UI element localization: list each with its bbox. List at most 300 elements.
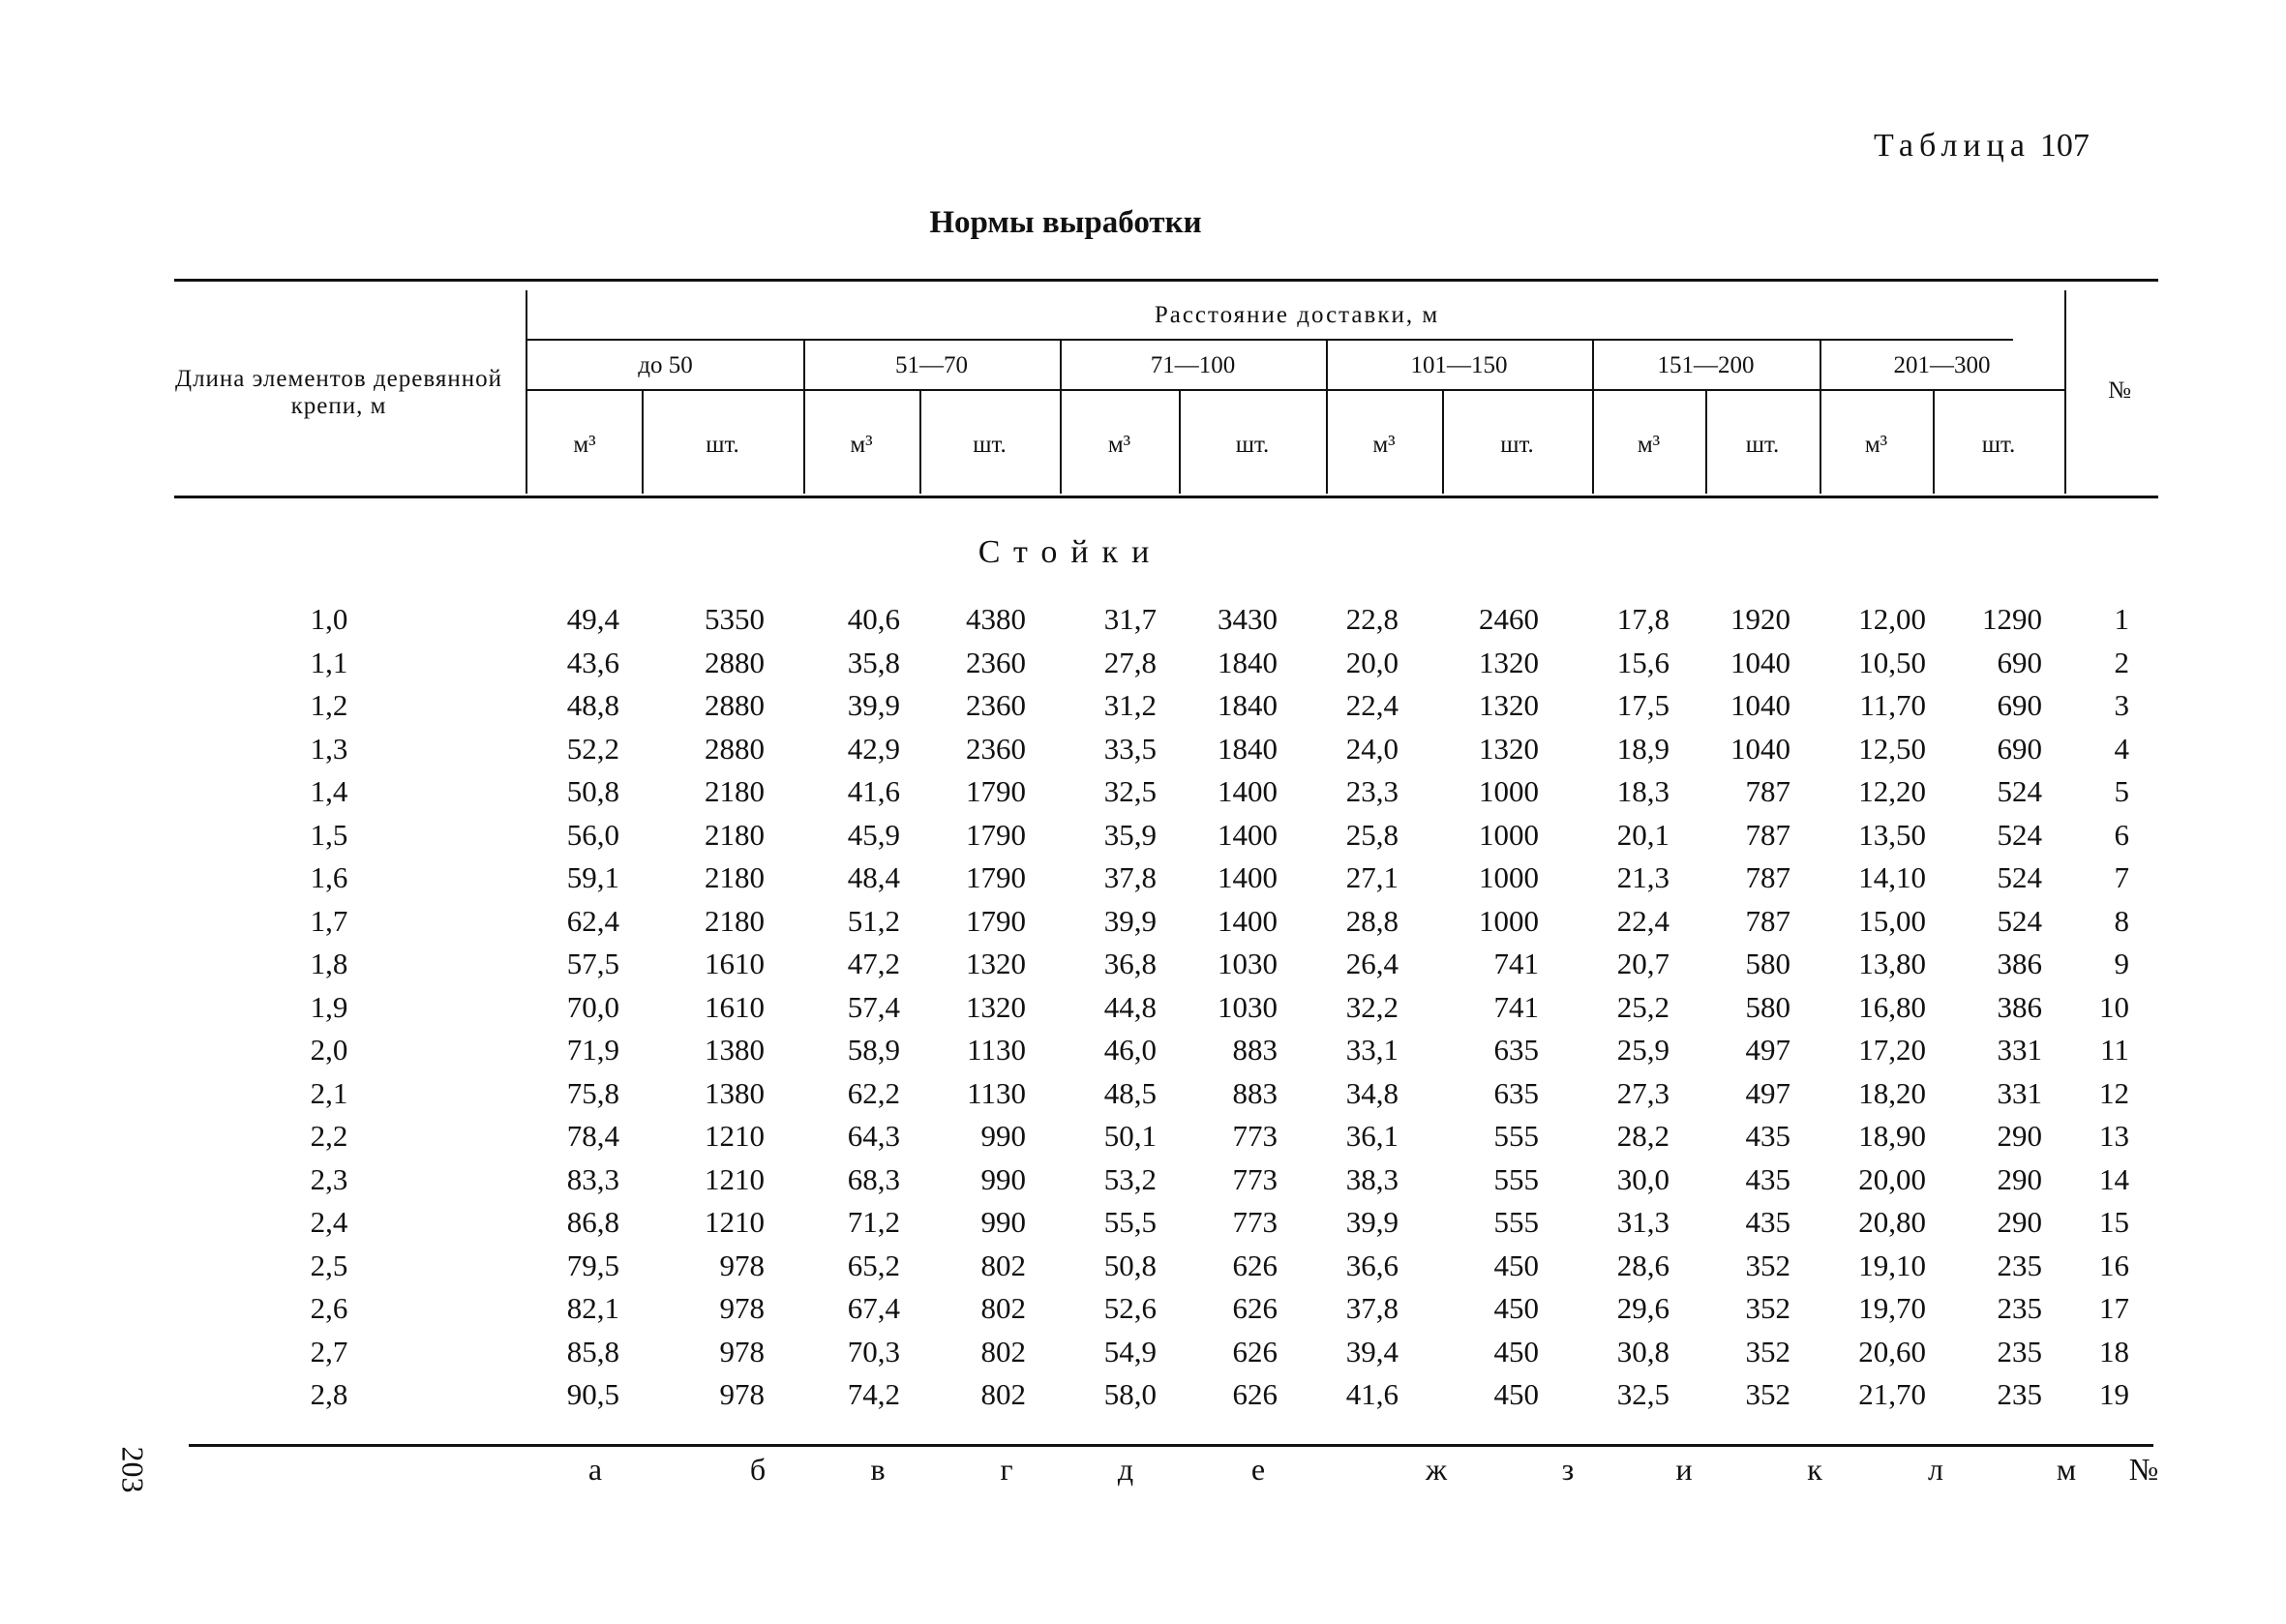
row-length: 2,4 bbox=[310, 1205, 348, 1239]
table-cell: 2360 bbox=[966, 645, 1026, 679]
table-cell: 1790 bbox=[966, 860, 1026, 894]
table-cell: 1790 bbox=[966, 774, 1026, 808]
table-cell: 802 bbox=[980, 1291, 1026, 1325]
table-cell: 26,4 bbox=[1345, 947, 1399, 980]
footer-letter: б bbox=[749, 1452, 767, 1487]
table-cell: 635 bbox=[1493, 1075, 1539, 1110]
table-cell: 1840 bbox=[1218, 731, 1278, 766]
table-cell: 32,5 bbox=[1616, 1377, 1669, 1411]
table-cell: 1610 bbox=[705, 989, 765, 1024]
row-number: 15 bbox=[2099, 1205, 2129, 1239]
table-cell: 787 bbox=[1745, 860, 1790, 894]
unit-header-m3: м³ bbox=[1372, 432, 1396, 458]
table-cell: 15,6 bbox=[1616, 645, 1669, 679]
table-cell: 18,9 bbox=[1616, 731, 1669, 766]
table-cell: 1210 bbox=[705, 1161, 765, 1196]
row-length: 1,2 bbox=[310, 688, 348, 722]
row-header-label: Длина элементов деревянной крепи, м bbox=[175, 366, 502, 419]
table-cell: 524 bbox=[1997, 774, 2042, 808]
table-cell: 74,2 bbox=[847, 1377, 900, 1411]
table-cell: 18,20 bbox=[1858, 1075, 1926, 1110]
table-cell: 59,1 bbox=[566, 860, 619, 894]
table-cell: 42,9 bbox=[847, 731, 900, 766]
row-length: 2,5 bbox=[310, 1248, 348, 1282]
footer-letter: м bbox=[2056, 1452, 2077, 1487]
table-cell: 19,10 bbox=[1858, 1248, 1926, 1282]
table-cell: 33,5 bbox=[1103, 731, 1157, 766]
row-number: 19 bbox=[2099, 1377, 2129, 1411]
table-cell: 22,8 bbox=[1345, 602, 1399, 636]
table-cell: 32,5 bbox=[1103, 774, 1157, 808]
footer-letter: д bbox=[1117, 1452, 1134, 1487]
table-cell: 978 bbox=[719, 1377, 765, 1411]
table-cell: 1380 bbox=[705, 1033, 765, 1067]
table-cell: 352 bbox=[1745, 1334, 1790, 1368]
table-cell: 53,2 bbox=[1103, 1161, 1157, 1196]
table-cell: 1400 bbox=[1218, 817, 1278, 852]
unit-header-pcs: шт. bbox=[1235, 432, 1270, 458]
table-cell: 12,00 bbox=[1858, 602, 1926, 636]
table-cell: 1790 bbox=[966, 817, 1026, 852]
table-cell: 38,3 bbox=[1345, 1161, 1399, 1196]
table-cell: 690 bbox=[1997, 645, 2042, 679]
footer-letter: л bbox=[1928, 1452, 1943, 1487]
table-cell: 48,5 bbox=[1103, 1075, 1157, 1110]
table-cell: 1040 bbox=[1730, 688, 1790, 722]
table-cell: 30,8 bbox=[1616, 1334, 1669, 1368]
row-number: 1 bbox=[2114, 602, 2129, 636]
table-cell: 2460 bbox=[1479, 602, 1539, 636]
table-cell: 41,6 bbox=[1345, 1377, 1399, 1411]
table-cell: 17,20 bbox=[1858, 1033, 1926, 1067]
table-cell: 690 bbox=[1997, 731, 2042, 766]
group-names-rule bbox=[527, 389, 2066, 391]
row-number: 2 bbox=[2114, 645, 2129, 679]
table-cell: 82,1 bbox=[566, 1291, 619, 1325]
table-cell: 47,2 bbox=[847, 947, 900, 980]
footer-letter: а bbox=[587, 1452, 603, 1487]
table-cell: 2880 bbox=[705, 731, 765, 766]
row-length: 1,1 bbox=[310, 645, 348, 679]
table-cell: 10,50 bbox=[1858, 645, 1926, 679]
table-cell: 386 bbox=[1997, 989, 2042, 1024]
table-cell: 25,8 bbox=[1345, 817, 1399, 852]
table-cell: 20,60 bbox=[1858, 1334, 1926, 1368]
table-cell: 46,0 bbox=[1103, 1033, 1157, 1067]
table-cell: 33,1 bbox=[1345, 1033, 1399, 1067]
unit-header-m3: м³ bbox=[1107, 432, 1131, 458]
table-cell: 1920 bbox=[1730, 602, 1790, 636]
footer-letter: г bbox=[1000, 1452, 1013, 1487]
table-cell: 56,0 bbox=[566, 817, 619, 852]
group-header: 101—150 bbox=[1410, 352, 1508, 378]
table-cell: 21,3 bbox=[1616, 860, 1669, 894]
table-cell: 20,1 bbox=[1616, 817, 1669, 852]
table-cell: 635 bbox=[1493, 1033, 1539, 1067]
row-length: 1,4 bbox=[310, 774, 348, 808]
table-cell: 21,70 bbox=[1858, 1377, 1926, 1411]
table-cell: 27,3 bbox=[1616, 1075, 1669, 1110]
row-number: 6 bbox=[2114, 817, 2129, 852]
unit-header-m3: м³ bbox=[573, 432, 596, 458]
table-cell: 28,2 bbox=[1616, 1119, 1669, 1153]
table-cell: 555 bbox=[1493, 1161, 1539, 1196]
unit-header-pcs: шт. bbox=[1500, 432, 1534, 458]
table-cell: 555 bbox=[1493, 1205, 1539, 1239]
table-cell: 450 bbox=[1493, 1377, 1539, 1411]
table-cell: 787 bbox=[1745, 817, 1790, 852]
row-number: 10 bbox=[2099, 989, 2129, 1024]
footer-letter: ж bbox=[1425, 1452, 1448, 1487]
table-cell: 978 bbox=[719, 1291, 765, 1325]
row-length: 1,6 bbox=[310, 860, 348, 894]
table-cell: 49,4 bbox=[566, 602, 619, 636]
table-cell: 15,00 bbox=[1858, 903, 1926, 938]
table-cell: 18,90 bbox=[1858, 1119, 1926, 1153]
table-cell: 65,2 bbox=[847, 1248, 900, 1282]
table-cell: 580 bbox=[1745, 989, 1790, 1024]
table-cell: 22,4 bbox=[1345, 688, 1399, 722]
table-cell: 19,70 bbox=[1858, 1291, 1926, 1325]
table-cell: 67,4 bbox=[847, 1291, 900, 1325]
table-cell: 25,9 bbox=[1616, 1033, 1669, 1067]
table-cell: 52,6 bbox=[1103, 1291, 1157, 1325]
group-title-rule bbox=[527, 339, 2013, 341]
row-number: 14 bbox=[2099, 1161, 2129, 1196]
table-cell: 90,5 bbox=[566, 1377, 619, 1411]
table-cell: 1320 bbox=[1479, 645, 1539, 679]
table-cell: 2180 bbox=[705, 860, 765, 894]
page-number: 203 bbox=[115, 1446, 151, 1493]
table-cell: 24,0 bbox=[1345, 731, 1399, 766]
table-cell: 20,00 bbox=[1858, 1161, 1926, 1196]
row-number: 16 bbox=[2099, 1248, 2129, 1282]
table-cell: 741 bbox=[1493, 989, 1539, 1024]
row-number: 3 bbox=[2114, 688, 2129, 722]
table-cell: 41,6 bbox=[847, 774, 900, 808]
table-cell: 1290 bbox=[1982, 602, 2042, 636]
row-length: 1,5 bbox=[310, 817, 348, 852]
table-cell: 20,0 bbox=[1345, 645, 1399, 679]
table-cell: 2880 bbox=[705, 688, 765, 722]
table-cell: 352 bbox=[1745, 1291, 1790, 1325]
table-cell: 741 bbox=[1493, 947, 1539, 980]
table-cell: 48,4 bbox=[847, 860, 900, 894]
table-cell: 52,2 bbox=[566, 731, 619, 766]
table-cell: 626 bbox=[1232, 1291, 1278, 1325]
row-length: 2,0 bbox=[310, 1033, 348, 1067]
table-cell: 1790 bbox=[966, 903, 1026, 938]
table-cell: 12,50 bbox=[1858, 731, 1926, 766]
table-cell: 386 bbox=[1997, 947, 2042, 980]
table-cell: 36,8 bbox=[1103, 947, 1157, 980]
row-number: 13 bbox=[2099, 1119, 2129, 1153]
unit-header-pcs: шт. bbox=[1981, 432, 2016, 458]
table-cell: 990 bbox=[980, 1119, 1026, 1153]
table-cell: 235 bbox=[1997, 1377, 2042, 1411]
table-cell: 27,1 bbox=[1345, 860, 1399, 894]
table-cell: 31,3 bbox=[1616, 1205, 1669, 1239]
table-cell: 11,70 bbox=[1859, 688, 1926, 722]
footer-letter: к bbox=[1807, 1452, 1822, 1487]
table-cell: 787 bbox=[1745, 903, 1790, 938]
table-cell: 40,6 bbox=[847, 602, 900, 636]
table-cell: 1840 bbox=[1218, 688, 1278, 722]
table-cell: 39,9 bbox=[847, 688, 900, 722]
row-length: 2,6 bbox=[310, 1291, 348, 1325]
table-cell: 555 bbox=[1493, 1119, 1539, 1153]
unit-header-pcs: шт. bbox=[706, 432, 739, 458]
table-cell: 36,1 bbox=[1345, 1119, 1399, 1153]
table-cell: 990 bbox=[980, 1161, 1026, 1196]
table-cell: 62,2 bbox=[847, 1075, 900, 1110]
row-length: 2,3 bbox=[310, 1161, 348, 1196]
table-cell: 524 bbox=[1997, 903, 2042, 938]
table-cell: 3430 bbox=[1218, 602, 1278, 636]
row-number: 9 bbox=[2114, 947, 2129, 980]
table-cell: 2180 bbox=[705, 903, 765, 938]
table-cell: 48,8 bbox=[566, 688, 619, 722]
table-cell: 690 bbox=[1997, 688, 2042, 722]
row-number: 7 bbox=[2114, 860, 2129, 894]
table-cell: 5350 bbox=[705, 602, 765, 636]
row-length: 2,2 bbox=[310, 1119, 348, 1153]
table-cell: 50,1 bbox=[1103, 1119, 1157, 1153]
table-cell: 1210 bbox=[705, 1205, 765, 1239]
table-cell: 57,4 bbox=[847, 989, 900, 1024]
row-number: 17 bbox=[2099, 1291, 2129, 1325]
table-cell: 2360 bbox=[966, 731, 1026, 766]
table-cell: 28,8 bbox=[1345, 903, 1399, 938]
group-header: 71—100 bbox=[1150, 352, 1236, 378]
table-cell: 71,9 bbox=[566, 1033, 619, 1067]
table-cell: 36,6 bbox=[1345, 1248, 1399, 1282]
group-header: 51—70 bbox=[895, 352, 968, 378]
row-number: 4 bbox=[2114, 731, 2129, 766]
section-heading: Стойки bbox=[978, 534, 1163, 570]
table-cell: 68,3 bbox=[847, 1161, 900, 1196]
table-cell: 43,6 bbox=[566, 645, 619, 679]
table-cell: 1000 bbox=[1479, 774, 1539, 808]
table-cell: 1400 bbox=[1218, 860, 1278, 894]
table-cell: 32,2 bbox=[1345, 989, 1399, 1024]
table-cell: 1380 bbox=[705, 1075, 765, 1110]
table-cell: 20,80 bbox=[1858, 1205, 1926, 1239]
table-cell: 71,2 bbox=[847, 1205, 900, 1239]
table-cell: 1030 bbox=[1218, 947, 1278, 980]
table-cell: 978 bbox=[719, 1248, 765, 1282]
footer-letter: е bbox=[1250, 1452, 1266, 1487]
table-cell: 990 bbox=[980, 1205, 1026, 1239]
table-cell: 18,3 bbox=[1616, 774, 1669, 808]
no-column-header: № bbox=[2108, 377, 2131, 404]
table-cell: 31,2 bbox=[1103, 688, 1157, 722]
table-cell: 34,8 bbox=[1345, 1075, 1399, 1110]
table-cell: 1130 bbox=[967, 1033, 1026, 1067]
row-number: 8 bbox=[2114, 903, 2129, 938]
table-cell: 50,8 bbox=[566, 774, 619, 808]
row-length: 1,7 bbox=[310, 903, 348, 938]
table-cell: 2180 bbox=[705, 817, 765, 852]
table-cell: 497 bbox=[1745, 1033, 1790, 1067]
table-cell: 235 bbox=[1997, 1334, 2042, 1368]
row-length: 1,3 bbox=[310, 731, 348, 766]
table-cell: 22,4 bbox=[1616, 903, 1669, 938]
table-cell: 1030 bbox=[1218, 989, 1278, 1024]
table-cell: 2360 bbox=[966, 688, 1026, 722]
table-cell: 290 bbox=[1997, 1161, 2042, 1196]
table-cell: 1040 bbox=[1730, 731, 1790, 766]
table-number: 107 bbox=[2039, 128, 2090, 164]
table-cell: 235 bbox=[1997, 1291, 2042, 1325]
table-cell: 435 bbox=[1745, 1161, 1790, 1196]
group-header: до 50 bbox=[638, 352, 693, 378]
footer-letter: з bbox=[1561, 1452, 1575, 1487]
table-cell: 51,2 bbox=[847, 903, 900, 938]
unit-header-pcs: шт. bbox=[973, 432, 1007, 458]
table-cell: 54,9 bbox=[1103, 1334, 1157, 1368]
table-cell: 1610 bbox=[705, 947, 765, 980]
table-label-text: Таблица bbox=[1874, 128, 2030, 164]
table-cell: 802 bbox=[980, 1334, 1026, 1368]
table-cell: 524 bbox=[1997, 817, 2042, 852]
row-length: 1,9 bbox=[310, 989, 348, 1024]
table-cell: 352 bbox=[1745, 1248, 1790, 1282]
table-cell: 35,8 bbox=[847, 645, 900, 679]
footer-rule bbox=[189, 1444, 2153, 1447]
table-cell: 352 bbox=[1745, 1377, 1790, 1411]
table-cell: 626 bbox=[1232, 1377, 1278, 1411]
table-cell: 1130 bbox=[967, 1075, 1026, 1110]
table-cell: 17,5 bbox=[1616, 688, 1669, 722]
table-cell: 773 bbox=[1232, 1161, 1278, 1196]
table-cell: 13,50 bbox=[1858, 817, 1926, 852]
table-cell: 1320 bbox=[1479, 688, 1539, 722]
table-cell: 17,8 bbox=[1616, 602, 1669, 636]
table-cell: 235 bbox=[1997, 1248, 2042, 1282]
table-cell: 70,3 bbox=[847, 1334, 900, 1368]
table-cell: 435 bbox=[1745, 1119, 1790, 1153]
group-header: 201—300 bbox=[1893, 352, 1991, 378]
table-cell: 331 bbox=[1997, 1075, 2042, 1110]
table-cell: 64,3 bbox=[847, 1119, 900, 1153]
group-header: 151—200 bbox=[1657, 352, 1755, 378]
table-cell: 28,6 bbox=[1616, 1248, 1669, 1282]
row-number: 12 bbox=[2099, 1075, 2129, 1110]
table-cell: 83,3 bbox=[566, 1161, 619, 1196]
table-cell: 524 bbox=[1997, 860, 2042, 894]
table-cell: 883 bbox=[1232, 1075, 1278, 1110]
footer-letter: № bbox=[2128, 1452, 2159, 1487]
table-cell: 1840 bbox=[1218, 645, 1278, 679]
table-cell: 773 bbox=[1232, 1119, 1278, 1153]
row-length: 2,1 bbox=[310, 1075, 348, 1110]
row-length: 2,8 bbox=[310, 1377, 348, 1411]
table-cell: 37,8 bbox=[1345, 1291, 1399, 1325]
table-cell: 580 bbox=[1745, 947, 1790, 980]
table-cell: 787 bbox=[1745, 774, 1790, 808]
table-cell: 1320 bbox=[966, 989, 1026, 1024]
table-cell: 13,80 bbox=[1858, 947, 1926, 980]
table-cell: 1000 bbox=[1479, 903, 1539, 938]
table-cell: 39,4 bbox=[1345, 1334, 1399, 1368]
table-cell: 1210 bbox=[705, 1119, 765, 1153]
unit-header-m3: м³ bbox=[850, 432, 873, 458]
table-cell: 883 bbox=[1232, 1033, 1278, 1067]
table-cell: 450 bbox=[1493, 1248, 1539, 1282]
table-cell: 14,10 bbox=[1858, 860, 1926, 894]
table-cell: 78,4 bbox=[566, 1119, 619, 1153]
table-cell: 35,9 bbox=[1103, 817, 1157, 852]
table-cell: 39,9 bbox=[1345, 1205, 1399, 1239]
table-cell: 20,7 bbox=[1616, 947, 1669, 980]
unit-header-pcs: шт. bbox=[1745, 432, 1780, 458]
table-cell: 4380 bbox=[966, 602, 1026, 636]
header-bottom-rule bbox=[174, 496, 2158, 498]
row-number: 18 bbox=[2099, 1334, 2129, 1368]
table-label bbox=[1874, 128, 2090, 165]
table-cell: 57,5 bbox=[566, 947, 619, 980]
table-cell: 75,8 bbox=[566, 1075, 619, 1110]
table-cell: 331 bbox=[1997, 1033, 2042, 1067]
table-cell: 86,8 bbox=[566, 1205, 619, 1239]
table-cell: 802 bbox=[980, 1248, 1026, 1282]
table-cell: 450 bbox=[1493, 1334, 1539, 1368]
table-cell: 1400 bbox=[1218, 774, 1278, 808]
table-cell: 39,9 bbox=[1103, 903, 1157, 938]
table-cell: 1400 bbox=[1218, 903, 1278, 938]
table-title: Нормы выработки bbox=[929, 205, 1202, 240]
table-cell: 1000 bbox=[1479, 817, 1539, 852]
table-cell: 55,5 bbox=[1103, 1205, 1157, 1239]
table-cell: 626 bbox=[1232, 1334, 1278, 1368]
table-cell: 773 bbox=[1232, 1205, 1278, 1239]
row-length: 2,7 bbox=[310, 1334, 348, 1368]
table-cell: 62,4 bbox=[566, 903, 619, 938]
table-cell: 1320 bbox=[966, 947, 1026, 980]
footer-letter: и bbox=[1675, 1452, 1693, 1487]
table-cell: 30,0 bbox=[1616, 1161, 1669, 1196]
table-cell: 58,0 bbox=[1103, 1377, 1157, 1411]
table-cell: 16,80 bbox=[1858, 989, 1926, 1024]
table-cell: 290 bbox=[1997, 1205, 2042, 1239]
table-cell: 45,9 bbox=[847, 817, 900, 852]
table-cell: 2180 bbox=[705, 774, 765, 808]
table-cell: 44,8 bbox=[1103, 989, 1157, 1024]
unit-header-m3: м³ bbox=[1864, 432, 1888, 458]
table-cell: 29,6 bbox=[1616, 1291, 1669, 1325]
table-cell: 497 bbox=[1745, 1075, 1790, 1110]
unit-header-m3: м³ bbox=[1637, 432, 1661, 458]
table-cell: 978 bbox=[719, 1334, 765, 1368]
table-cell: 23,3 bbox=[1345, 774, 1399, 808]
row-number: 11 bbox=[2100, 1033, 2129, 1067]
row-length: 1,0 bbox=[310, 602, 348, 636]
table-cell: 1000 bbox=[1479, 860, 1539, 894]
table-cell: 450 bbox=[1493, 1291, 1539, 1325]
table-cell: 70,0 bbox=[566, 989, 619, 1024]
footer-letter: в bbox=[870, 1452, 886, 1487]
table-cell: 435 bbox=[1745, 1205, 1790, 1239]
row-number: 5 bbox=[2114, 774, 2129, 808]
table-cell: 1320 bbox=[1479, 731, 1539, 766]
table-cell: 802 bbox=[980, 1377, 1026, 1411]
table-cell: 27,8 bbox=[1103, 645, 1157, 679]
table-top-rule bbox=[174, 279, 2158, 282]
table-cell: 2880 bbox=[705, 645, 765, 679]
table-cell: 85,8 bbox=[566, 1334, 619, 1368]
table-cell: 50,8 bbox=[1103, 1248, 1157, 1282]
